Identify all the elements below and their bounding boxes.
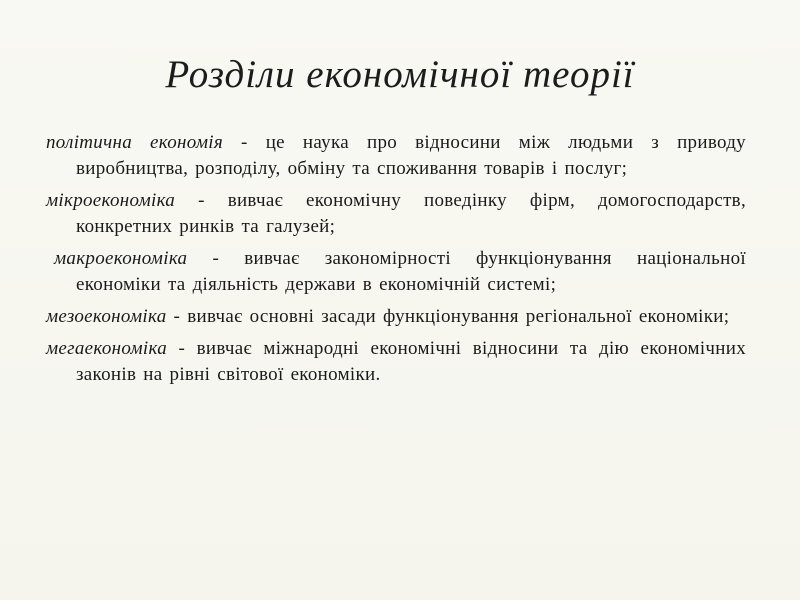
slide-title: Розділи економічної теорії <box>165 53 635 96</box>
definition-separator: - <box>187 248 245 269</box>
definition-separator: - <box>175 190 228 211</box>
definition-text: це наука про відносини між людьми з приводу виробництва, розподілу, обміну та споживання товарів і послуг; <box>76 132 746 179</box>
definitions-list <box>46 130 746 394</box>
definition-term: мікроекономіка <box>46 190 176 211</box>
definition-text: вивчає міжнародні економічні відносини та дію економічних законів на рівні світової економіки. <box>76 338 746 385</box>
definition-separator: - <box>166 306 188 327</box>
definition-item-political-economy <box>46 130 746 182</box>
definition-term: мегаекономіка <box>46 338 167 359</box>
definition-text: вивчає основні засади функціонування регіональної економіки; <box>187 306 730 327</box>
definition-item-microeconomics <box>46 188 746 240</box>
definition-separator: - <box>167 338 197 359</box>
definition-term: мезоекономіка <box>46 306 167 327</box>
definition-text: вивчає закономірності функціонування національної економіки та діяльність держави в економічній системі; <box>76 248 746 295</box>
definition-item-macroeconomics <box>46 246 746 298</box>
definition-text: вивчає економічну поведінку фірм, домогосподарств, конкретних ринків та галузей; <box>76 190 746 237</box>
definition-term: макроекономіка <box>54 248 188 269</box>
definition-term: політична економія <box>46 132 223 153</box>
definition-item-megaeconomics <box>46 336 746 388</box>
definition-item-mesoeconomics <box>46 304 746 330</box>
definition-separator: - <box>222 132 266 153</box>
